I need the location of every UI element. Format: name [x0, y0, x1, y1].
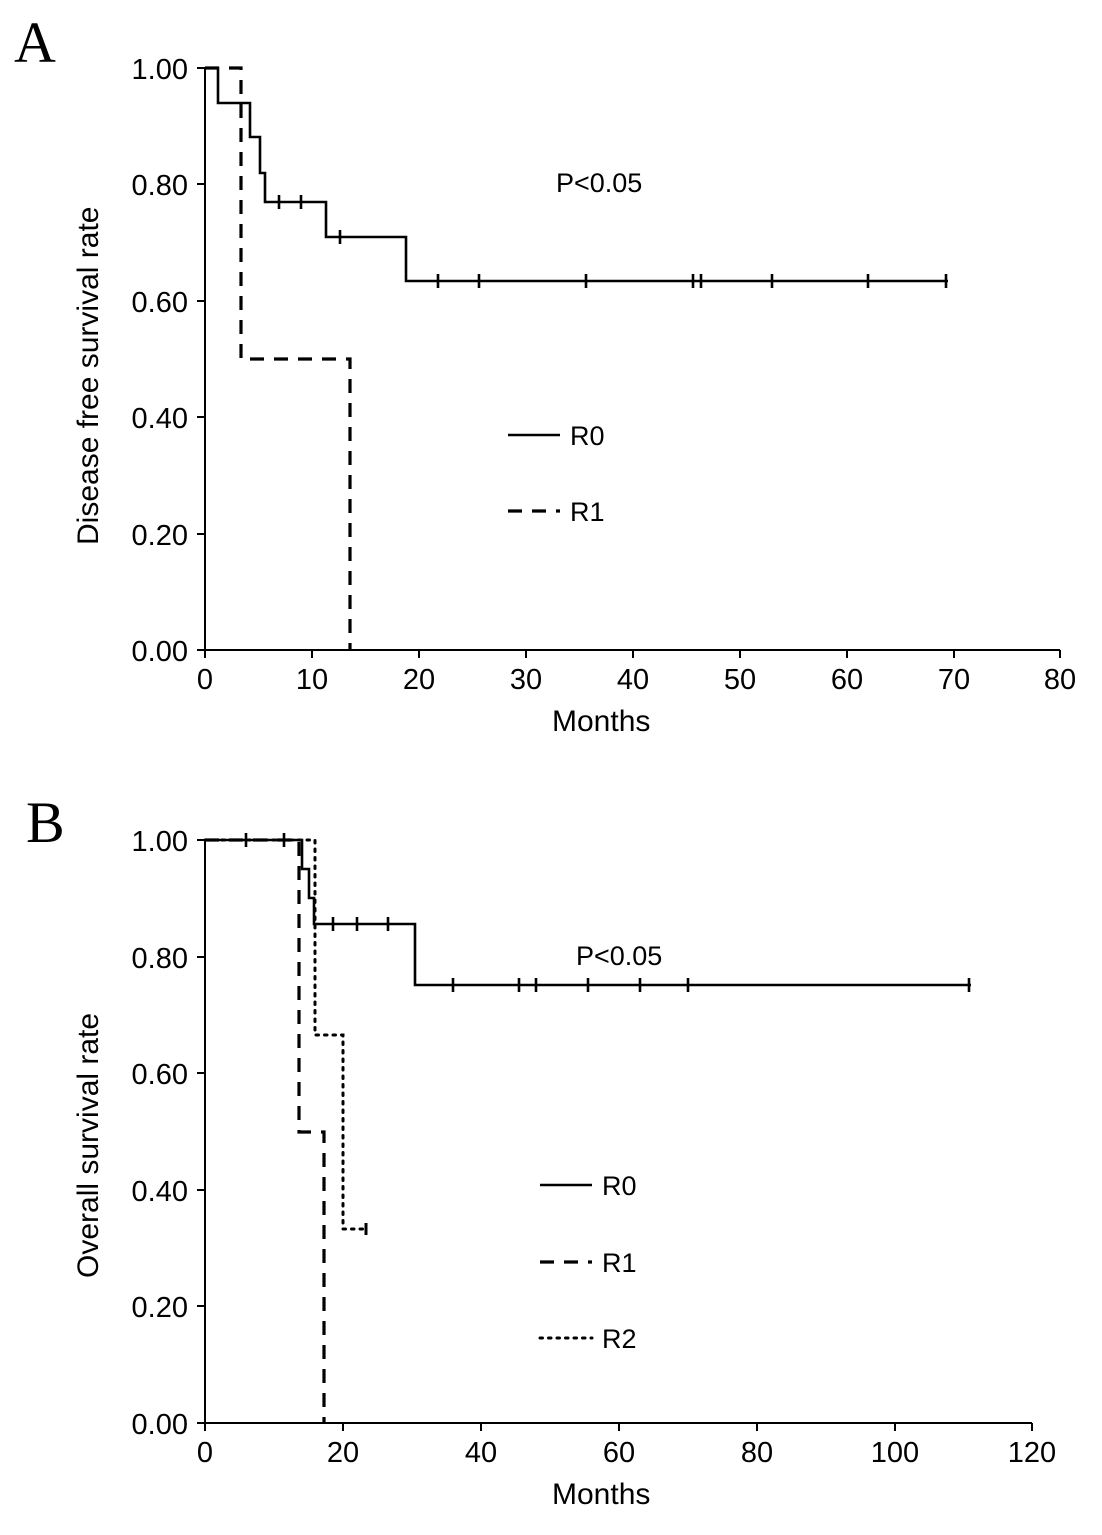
y-tick-label: 0.40: [131, 1176, 188, 1208]
censor-marks-r0-a: [279, 195, 946, 288]
x-tick-label: 40: [464, 1437, 498, 1469]
x-tick-label: 40: [616, 664, 650, 696]
x-tick-label: 70: [937, 664, 971, 696]
y-tick-label: 0.80: [131, 170, 188, 202]
x-tick-label: 0: [196, 1437, 214, 1469]
series-r1-a: [205, 68, 350, 650]
x-tick-label: 0: [196, 664, 214, 696]
panel-b-pvalue: P<0.05: [576, 941, 663, 971]
legend-label-r0-a: R0: [570, 421, 605, 451]
x-tick-label: 20: [402, 664, 436, 696]
legend-label-r1-a: R1: [570, 497, 605, 527]
panel-b-letter: B: [26, 790, 65, 855]
x-tick-label: 50: [723, 664, 757, 696]
panel-b: [0, 768, 1102, 1535]
legend-label-r0-b: R0: [602, 1171, 637, 1201]
panel-b-xlabel: Months: [552, 1478, 651, 1511]
panel-a-xlabel: Months: [552, 705, 651, 738]
panel-a-letter: A: [14, 10, 56, 75]
y-tick-label: 0.00: [131, 1409, 188, 1441]
y-tick-label: 0.80: [131, 943, 188, 975]
y-tick-label: 0.40: [131, 403, 188, 435]
x-tick-label: 60: [830, 664, 864, 696]
x-tick-label: 20: [326, 1437, 360, 1469]
x-tick-label: 60: [602, 1437, 636, 1469]
legend-label-r2-b: R2: [602, 1324, 637, 1354]
legend-label-r1-b: R1: [602, 1248, 637, 1278]
y-tick-label: 0.60: [131, 1059, 188, 1091]
y-tick-label: 1.00: [131, 826, 188, 858]
series-r1-b: [205, 840, 324, 1423]
panel-a-ylabel: Disease free survival rate: [72, 206, 105, 545]
series-r2-b: [205, 840, 367, 1229]
y-tick-label: 0.00: [131, 636, 188, 668]
x-tick-label: 80: [740, 1437, 774, 1469]
y-tick-label: 1.00: [131, 54, 188, 86]
y-tick-label: 0.20: [131, 520, 188, 552]
y-tick-label: 0.20: [131, 1292, 188, 1324]
y-tick-label: 0.60: [131, 287, 188, 319]
panel-a-pvalue: P<0.05: [556, 168, 643, 198]
x-tick-label: 120: [1007, 1437, 1057, 1469]
panel-b-ylabel: Overall survival rate: [72, 1012, 105, 1278]
x-tick-label: 100: [870, 1437, 920, 1469]
x-tick-label: 80: [1043, 664, 1077, 696]
x-tick-label: 30: [509, 664, 543, 696]
x-tick-label: 10: [295, 664, 329, 696]
